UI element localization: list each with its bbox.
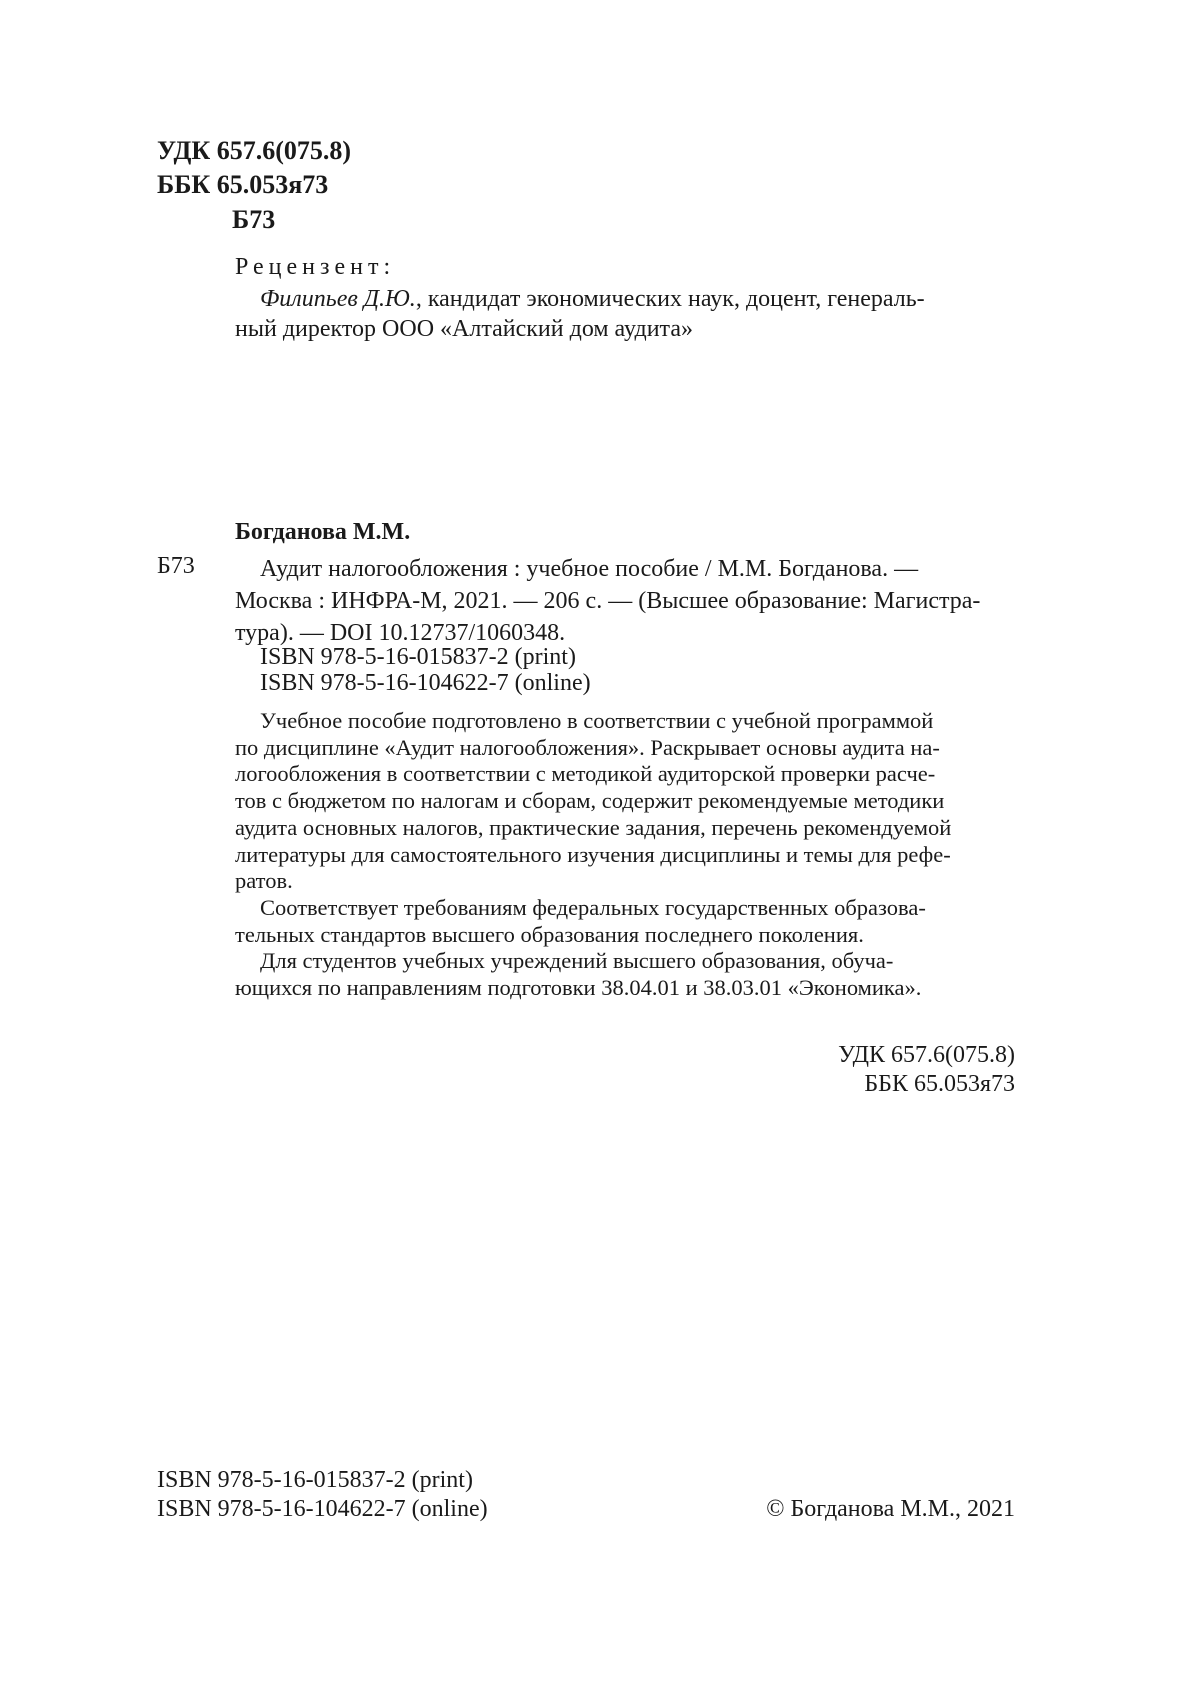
bib-bbk: ББК 65.053я73 <box>864 1071 1015 1097</box>
bib-isbn-online: ISBN 978-5-16-104622-7 (online) <box>260 670 591 696</box>
description-line: Аудит налогообложения : учебное пособие / М.М. Богданова. — <box>260 556 919 582</box>
reviewer-line-1 <box>260 286 1015 313</box>
bib-abstract <box>235 708 1015 1002</box>
author-mark-header: Б73 <box>232 205 276 234</box>
abstract-line: по дисциплине «Аудит налогообложения». Раскрывает основы аудита на- <box>235 734 940 760</box>
abstract-line: Для студентов учебных учреждений высшего образования, обуча- <box>260 948 894 974</box>
abstract-line: ющихся по направлениям подготовки 38.04.01 и 38.03.01 «Экономика». <box>235 975 922 1001</box>
footer-copyright: © Богданова М.М., 2021 <box>766 1496 1015 1522</box>
bbk-header: ББК 65.053я73 <box>157 170 329 199</box>
abstract-line: тельных стандартов высшего образования последнего поколения. <box>235 921 864 947</box>
bib-mark: Б73 <box>157 553 195 579</box>
abstract-line: тов с бюджетом по налогам и сборам, содержит рекомендуемые методики <box>235 788 945 814</box>
abstract-line: Учебное пособие подготовлено в соответствии с учебной программой <box>260 708 934 733</box>
reviewer-name: Филипьев Д.Ю. <box>260 286 416 312</box>
reviewer-label: Рецензент: <box>235 254 396 280</box>
abstract-line: аудита основных налогов, практические задания, перечень рекомендуемой <box>235 814 952 840</box>
reviewer-line-2: ный директор ООО «Алтайский дом аудита» <box>235 316 693 342</box>
description-line: тура). — DOI 10.12737/1060348. <box>235 620 566 646</box>
bib-description <box>235 553 1015 649</box>
reviewer-credentials: , кандидат экономических наук, доцент, генераль- <box>415 286 925 312</box>
abstract-line: литературы для самостоятельного изучения дисциплины и темы для рефе- <box>235 841 951 867</box>
bib-isbn-print: ISBN 978-5-16-015837-2 (print) <box>260 644 576 670</box>
abstract-line: ратов. <box>235 868 293 894</box>
udk-header: УДК 657.6(075.8) <box>157 136 352 165</box>
bib-udk: УДК 657.6(075.8) <box>838 1042 1015 1068</box>
footer-isbn-online: ISBN 978-5-16-104622-7 (online) <box>157 1496 488 1522</box>
bib-author: Богданова М.М. <box>235 519 411 545</box>
description-line: Москва : ИНФРА-М, 2021. — 206 с. — (Высшее образование: Магистра- <box>235 588 981 614</box>
footer-isbn-print: ISBN 978-5-16-015837-2 (print) <box>157 1467 473 1493</box>
abstract-line: Соответствует требованиям федеральных государственных образова- <box>260 894 926 920</box>
abstract-line: логообложения в соответствии с методикой аудиторской проверки расче- <box>235 761 936 787</box>
